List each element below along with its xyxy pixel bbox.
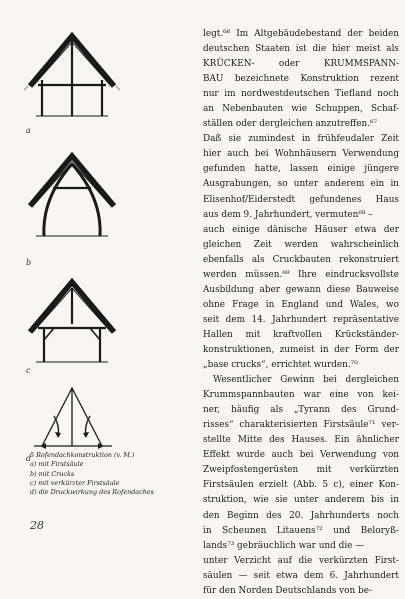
text-line: „base crucks“, errichtet wurden.⁷⁰ xyxy=(203,360,358,371)
text-line: seit dem 14. Jahrhundert repräsentative xyxy=(203,314,399,325)
text-line: werden müssen.⁶⁹ Ihre eindrucksvollste xyxy=(203,269,399,280)
text-line: Zweipfostengerüsten mit verkürzten xyxy=(203,465,399,476)
text-line: Effekt wurde auch bei Verwendung von xyxy=(203,450,399,461)
caption-item-c: c) mit verkürzter Firstsäule xyxy=(30,478,120,487)
figure-a-rafter-roof-with-ridge-post xyxy=(20,28,130,135)
text-line: deutschen Staaten ist die hier meist als xyxy=(203,44,399,55)
text-line: ner, häufig als „Tyrann des Grund- xyxy=(203,405,399,416)
text-line: an Nebenbauten wie Schuppen, Schaf- xyxy=(203,104,399,115)
text-line: Daß sie zumindest in frühfeudaler Zeit xyxy=(203,134,399,145)
text-line: Elisenhof/Eiderstedt gefundenes Haus xyxy=(203,194,399,205)
text-line: stellte Mitte des Hauses. Ein ähnlicher xyxy=(203,435,399,446)
figure-label: b xyxy=(26,258,32,267)
figure-a-drawing xyxy=(20,28,130,123)
text-line: ebenfalls als Cruckbauten rekonstruiert xyxy=(203,254,399,265)
text-line: aus dem 9. Jahrhundert, vermuten⁶⁸ – xyxy=(203,209,373,220)
text-line: hier auch bei Wohnhäusern Verwendung xyxy=(203,149,399,160)
figure-caption xyxy=(30,451,180,497)
text-line: Ausgrabungen, so unter anderem ein in xyxy=(203,179,399,190)
text-line: Wesentlicher Gewinn bei dergleichen xyxy=(213,375,399,386)
text-line: KRÜCKEN- oder KRUMMSPANN- xyxy=(203,59,399,70)
text-line: risses“ charakterisierten Firstsäule⁷¹ ver- xyxy=(203,420,399,431)
text-line: nur im nordwestdeutschen Tiefland noch xyxy=(203,89,399,100)
text-line: gleichen Zeit werden wahrscheinlich xyxy=(203,239,399,250)
caption-item-a: a) mit Firstsäule xyxy=(30,460,84,469)
text-line: in Scheunen Litauens⁷² und Belorуß- xyxy=(203,525,399,536)
body-text-column xyxy=(203,27,399,599)
text-line: gefunden hatte, lassen einige jüngere xyxy=(203,164,399,175)
page-number: 28 xyxy=(30,519,44,532)
text-line: legt.⁶⁶ Im Altgebäudebestand der beiden xyxy=(203,29,399,39)
text-line: BAU bezeichnete Konstruktion rezent xyxy=(203,74,399,85)
figure-d-drawing xyxy=(20,382,130,452)
text-line: lands⁷³ gebräuchlich war und die — xyxy=(203,540,365,551)
figure-b-cruck-frame xyxy=(20,148,130,267)
text-line: für den Norden Deutschlands von be- xyxy=(203,585,372,596)
figure-label: d xyxy=(26,454,32,463)
text-line: Ausbildung aber gewann diese Bauweise xyxy=(203,284,399,295)
figure-c-shortened-ridge-post xyxy=(20,274,130,375)
figure-label: c xyxy=(26,366,31,375)
text-line: Hallen mit kraftvollen Krückständer- xyxy=(203,329,399,340)
text-line: ställen oder dergleichen anzutreffen.⁶⁷ xyxy=(203,119,378,130)
figure-b-drawing xyxy=(20,148,130,243)
text-line: den Beginn des 20. Jahrhunderts noch xyxy=(203,510,399,521)
text-line: struktion, wie sie unter anderem bis in xyxy=(203,495,399,506)
figure-label: a xyxy=(26,126,31,135)
figure-c-drawing xyxy=(20,274,130,369)
text-line: unter Verzicht auf die verkürzten First- xyxy=(203,555,399,566)
text-line: säulen — seit etwa dem 6. Jahrhundert xyxy=(203,570,399,581)
caption-item-d: d) die Druckwirkung des Rofendaches xyxy=(30,488,154,497)
caption-item-b: b) mit Crucks xyxy=(30,469,75,478)
text-line: konstruktionen, zumeist in der Form der xyxy=(203,344,399,355)
text-line: Krummspannbauten war eine von kei- xyxy=(203,390,399,401)
text-line: auch einige dänische Häuser etwa der xyxy=(203,224,399,235)
text-line: ohne Frage in England und Wales, wo xyxy=(203,299,399,310)
text-line: Firstsäulen erzielt (Abb. 5 c), einer Kon- xyxy=(203,480,399,491)
caption-title: 5 Rofendachkonstruktion (v. M.) xyxy=(30,451,135,459)
